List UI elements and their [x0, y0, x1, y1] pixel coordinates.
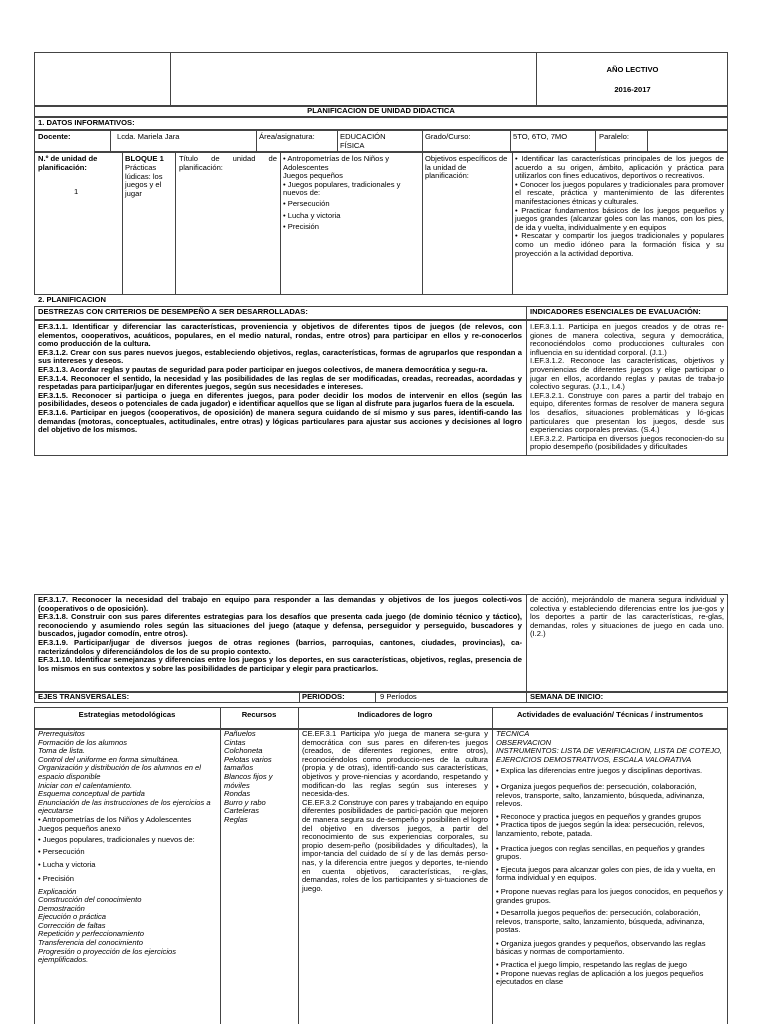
logro-item: CE.EF.3.2 Construye con pares y trabajando en equipo diferentes posibilidades de partici-pación que mejoren de manera segura su de-sempeño y posibiliten el logro del objetivo en diversos juegos, a partir del reconocimiento de sus experiencias corporales, su propio desem-peño (posibilidades y dificultades), la impor-tancia del cuidado de sí y de las demás perso-nas, y la diferencia entre juegos y deportes, te-niendo en cuenta objetivos, características, re-glas, demandas, roles de los participantes y si-tuaciones de juego.: [302, 797, 488, 893]
estrategia-item: Progresión o proyección de los ejercicios ejemplificados.: [38, 946, 177, 965]
row-divider: [256, 130, 257, 152]
row-divider: [122, 152, 123, 295]
destreza-item: EF.3.1.3. Acordar reglas y pautas de seguridad para poder participar en juegos colectivos, de manera democrática y segu-ra.: [38, 364, 488, 374]
objetivo-item: • Conocer los juegos populares y tradicionales para promover el rescate, práctica y mantenimiento de las diferentes manifestaciones étnicas y culturales.: [515, 179, 724, 206]
row-divider: [422, 130, 423, 152]
recurso-item: Rondas: [224, 789, 251, 799]
row-divider: [375, 692, 376, 703]
estrategia-item: Formación de los alumnos: [38, 737, 128, 747]
ano-lectivo-label: AÑO LECTIVO: [606, 65, 659, 74]
destrezas-list-2: [38, 596, 522, 673]
bloque-label: BLOQUE 1: [125, 154, 164, 163]
estrategia-item: • Precisión: [38, 873, 74, 883]
titulo-label: Título de unidad de planificación:: [179, 154, 277, 172]
docente-value: Lcda. Mariela Jara: [117, 132, 180, 141]
actividad-head: TECNICA: [496, 729, 530, 738]
recurso-item: Blancos fijos y móviles: [224, 771, 273, 790]
header-actividades: Actividades de evaluación/ Técnicas / instrumentos: [516, 710, 704, 719]
indicador-item: I.EF.3.1.1. Participa en juegos creados y de otras re-giones de manera colectiva, segura y democrática, reconociéndolos como producciones culturales con influencia en su identidad corporal. (J.1.): [530, 323, 724, 357]
contenido-item: • Precisión: [283, 222, 319, 232]
actividad-item: • Organiza juegos grandes y pequeños, observando las reglas básicas y normas de comportamiento.: [496, 938, 706, 957]
actividades-column: [496, 730, 724, 987]
actividad-item: • Practica tipos de juegos según la idea: persecución, relevos, lanzamiento, rebote, patada.: [496, 820, 705, 838]
row-divider: [299, 692, 300, 703]
ejes-label: EJES TRANSVERSALES:: [38, 692, 130, 701]
estrategia-item: Construcción del conocimiento: [38, 895, 142, 905]
datos-section-row: [34, 117, 728, 130]
datos-section-title: 1. DATOS INFORMATIVOS:: [38, 118, 135, 127]
indicadores-header: INDICADORES ESENCIALES DE EVALUACIÓN:: [530, 307, 701, 316]
row-divider: [526, 692, 527, 703]
estrategia-item: Corrección de faltas: [38, 920, 106, 930]
destreza-item: EF.3.1.10. Identificar semejanzas y diferencias entre los juegos y los deportes, en sus características, objetivos, reglas, presencia de los mismos en sus contextos y sobre las posibilidades de participar y elegir para practicarlos.: [38, 655, 522, 673]
actividad-head: OBSERVACION: [496, 737, 552, 747]
estrategia-item: Transferencia del conocimiento: [38, 938, 143, 948]
col-divider: [492, 707, 493, 1024]
recurso-item: Pañuelos: [224, 729, 256, 738]
contenido-item: • Antropometrías de los Niños y Adolescentes: [283, 154, 390, 172]
logros-column: [302, 730, 488, 893]
actividad-item: • Explica las diferencias entre juegos y disciplinas deportivas.: [496, 766, 703, 776]
indicador-item: I.EF.3.1.2. Reconoce las características, objetivos y proveniencias de diferentes juegos y elige participar o jugar en ellos, acordando reglas y pautas de traba-jo colectivo seguras. (J.1., I.4.): [530, 356, 724, 392]
destrezas-header: DESTREZAS CON CRITERIOS DE DESEMPEÑO A SER DESARROLLADAS:: [38, 307, 308, 316]
objetivo-item: • Rescatar y compartir los juegos tradicionales y populares como un medio idóneo para la formación física y su proyección a la actividad deportiva.: [515, 231, 724, 258]
contenido-item: • Lucha y victoria: [283, 210, 341, 220]
recurso-item: Reglas: [224, 814, 248, 824]
estrategia-item: Control del uniforme en forma simultánea.: [38, 754, 180, 764]
unidad-value: 1: [74, 187, 79, 196]
contenido-item: • Juegos populares, tradicionales y nuevos de:: [283, 179, 401, 198]
periodos-value: 9 Períodos: [380, 692, 417, 701]
contenido-item: Juegos pequeños: [283, 171, 343, 181]
actividad-item: • Practica el juego limpio, respetando las reglas de juego: [496, 960, 687, 970]
indicador-item: I.EF.3.2.2. Participa en diversos juegos reconocien-do su propio desempeño (posibilidades y dificultades: [530, 433, 724, 452]
estrategia-item: • Persecución: [38, 846, 85, 856]
actividad-item: • Propone nuevas reglas de aplicación a los juegos pequeños ejecutados en clase: [496, 968, 704, 987]
header-divider-2: [536, 52, 537, 106]
destreza-item: EF.3.1.4. Reconocer el sentido, la necesidad y las posibilidades de las reglas de ser modificadas, creadas, recreadas, acordadas y respetadas para participar/jugar en diferentes juegos, según sus necesidades e intereses.: [38, 373, 522, 392]
header-block: [34, 52, 728, 106]
area-label: Área/asignatura:: [259, 132, 315, 141]
estrategia-item: Repetición y perfeccionamiento: [38, 929, 144, 939]
estrategia-item: Ejecución o práctica: [38, 912, 106, 922]
objetivos-label: Objetivos específicos de la unidad de planificación:: [425, 154, 508, 181]
recurso-item: Carteleras: [224, 806, 260, 816]
actividad-item: • Reconoce y practica juegos en pequeños y grandes grupos: [496, 811, 701, 821]
recurso-item: Colchoneta: [224, 746, 263, 756]
estrategia-item: Iniciar con el calentamiento.: [38, 780, 133, 790]
estrategia-item: Explicación: [38, 886, 77, 896]
row-divider: [422, 152, 423, 295]
col-divider: [526, 594, 527, 692]
objetivo-item: • Identificar las características principales de los juegos de acuerdo a su origen, ámbito, aplicación y práctica para utilizarlos con fines educativos, deportivos o recreativos.: [515, 154, 724, 181]
col-divider: [298, 707, 299, 1024]
estrategia-item: Demostración: [38, 903, 85, 913]
estrategia-item: Juegos pequeños anexo: [38, 823, 121, 833]
row-divider: [280, 152, 281, 295]
objetivos-list: [515, 155, 724, 258]
row-divider: [595, 130, 596, 152]
contenidos-list: [283, 155, 416, 232]
estrategia-item: Toma de lista.: [38, 746, 85, 756]
destreza-item: EF.3.1.7. Reconocer la necesidad del trabajo en equipo para responder a las demandas y objetivos de los juegos colecti-vos (cooperativos o de oposición).: [38, 595, 522, 613]
row-divider: [337, 130, 338, 152]
grado-label: Grado/Curso:: [425, 132, 471, 141]
actividad-item: • Organiza juegos pequeños de: persecución, colaboración, relevos, transporte, salto, lanzamiento, búsqueda, adivinanza, relevos.: [496, 781, 705, 809]
row-divider: [110, 130, 111, 152]
planificacion-section-title: 2. PLANIFICACION: [38, 295, 106, 304]
page-title: PLANIFICACION DE UNIDAD DIDACTICA: [307, 106, 455, 115]
row-divider: [175, 152, 176, 295]
header-divider-1: [170, 52, 171, 106]
actividad-item: • Ejecuta juegos para alcanzar goles con pies, de ida y vuelta, en forma individual y en equipos.: [496, 864, 716, 883]
ano-lectivo-value: 2016-2017: [614, 85, 651, 94]
indicadores-list-1: [530, 323, 724, 454]
estrategia-item: • Juegos populares, tradicionales y nuevos de:: [38, 835, 195, 845]
unidad-label: N.º de unidad de planificación:: [38, 154, 98, 172]
col-divider: [220, 707, 221, 1024]
bloque-text: Prácticas lúdicas: los juegos y el jugar: [125, 163, 163, 198]
recursos-column: [224, 730, 296, 825]
docente-label: Docente:: [38, 132, 71, 141]
recurso-item: Pelotas varios tamaños: [224, 754, 272, 773]
actividad-item: • Practica juegos con reglas sencillas, en pequeños y grandes grupos.: [496, 843, 705, 862]
contenido-item: • Persecución: [283, 198, 330, 208]
actividad-item: • Propone nuevas reglas para los juegos conocidos, en pequeños y grandes grupos.: [496, 886, 723, 905]
estrategia-item: • Antropometrías de los Niños y Adolescentes: [38, 814, 192, 824]
destreza-item: EF.3.1.6. Participar en juegos (cooperativos, de oposición) de manera segura cuidando de sí mismo y sus pares, identifi-cando las demandas (motoras, conceptuales, actitudinales, entre otras) y lógicas particulares para ajustar sus acciones y decisiones al logro del objetivo de los mismos.: [38, 407, 522, 435]
estrategias-column: [38, 730, 218, 965]
recurso-item: Cintas: [224, 737, 246, 747]
destreza-item: EF.3.1.9. Participar/jugar de diversos juegos de otras regiones (barrios, parroquias, cantones, ciudades, provincias), ca-racterizándolos y diferenciándolos de los de su propio contexto.: [38, 637, 522, 656]
indicador-item: I.EF.3.2.1. Construye con pares a partir del trabajo en equipo, diferentes formas de resolver de manera segura los desafíos, situaciones problemáticas y ló-gicas particulares que presentan los juegos, desde sus experiencias corporales previas. (S.4.): [530, 390, 724, 435]
estrategia-item: Esquema conceptual de partida: [38, 789, 145, 799]
estrategia-item: Prerrequisitos: [38, 729, 85, 738]
row-divider: [647, 130, 648, 152]
logro-item: CE.EF.3.1 Participa y/o juega de manera se-gura y democrática con sus pares en diferen-tes juegos (creados, de diferentes regiones, entre otros), reconociéndolos como produccio-nes de la cultura (propia y de otras), identifi-cando sus características, objetivos y prove-niencias y acordando, respetando y modifican-do las reglas según sus intereses y necesida-des.: [302, 729, 488, 799]
actividad-item: • Desarrolla juegos pequeños de: persecución, colaboración, relevos, transporte, salto, lanzamiento, búsqueda, adivinanza, postas.: [496, 908, 705, 935]
grado-value: 5TO, 6TO, 7MO: [513, 132, 568, 141]
destreza-item: EF.3.1.2. Crear con sus pares nuevos juegos, estableciendo objetivos, reglas, características, formas de agruparlos que respondan a sus intereses y deseos.: [38, 347, 522, 366]
header-estrategias: Estrategias metodológicas: [78, 710, 176, 719]
destreza-item: EF.3.1.1. Identificar y diferenciar las características, proveniencia y objetivos de diferentes tipos de juegos (de relevos, con elementos, cooperativos, acuáticos, populares, en el medio natural, rondas, entre otros) para participar en ellos y re-conocerlos como producción de la cultura.: [38, 322, 522, 349]
objetivo-item: • Practicar fundamentos básicos de los juegos pequeños y juegos grandes (alcanzar goles con las manos, con los pies, de ida y vuelta, individualmente y en equipos: [515, 205, 724, 232]
estrategia-item: • Lucha y victoria: [38, 860, 96, 870]
area-value: EDUCACIÓN FÍSICA: [340, 132, 386, 150]
header-recursos: Recursos: [241, 710, 277, 719]
periodos-label: PERIODOS:: [302, 692, 345, 701]
destrezas-list-1: [38, 323, 522, 435]
row-divider: [512, 152, 513, 295]
semana-label: SEMANA DE INICIO:: [530, 692, 604, 701]
header-indicadores: Indicadores de logro: [357, 710, 433, 719]
estrategia-item: Enunciación de las instrucciones de los ejercicios a ejecutarse: [38, 797, 211, 816]
destreza-item: EF.3.1.8. Construir con sus pares diferentes estrategias para los desafíos que presenta cada juego (de dominio técnico y táctico), reconociendo y asumiendo roles según las situaciones del juego (ataque y defensa, perseguidor y perseguido, buscadores y buscados, jugador comodín, entre otros).: [38, 612, 522, 639]
recurso-item: Burro y rabo: [224, 797, 266, 807]
destreza-item: EF.3.1.5. Reconocer si participa o juega en diferentes juegos, para poder decidir los modos de intervenir en ellos (según las posibilidades, deseos o potenciales de cada jugador) e identificar aquellos que se ligan al disfrute para jugarlos fuera de la escuela.: [38, 390, 522, 409]
actividad-head: INSTRUMENTOS: LISTA DE VERIFICACION, LISTA DE COTEJO, EJERCICIOS DEMOSTRATIVOS, ESCALA VALORATIVA: [496, 746, 723, 764]
estrategia-item: Organización y distribución de los alumnos en el espacio disponible: [38, 763, 201, 781]
paralelo-label: Paralelo:: [599, 132, 629, 141]
indicadores-list-2: de acción), mejorándolo de manera segura individual y colectiva y estableciendo diferencias entre los jue-gos y los deportes a partir de las características, re-glas, demandas, roles y situaciones de juego en cada uno. (I.2.): [530, 595, 724, 639]
row-divider: [510, 130, 511, 152]
